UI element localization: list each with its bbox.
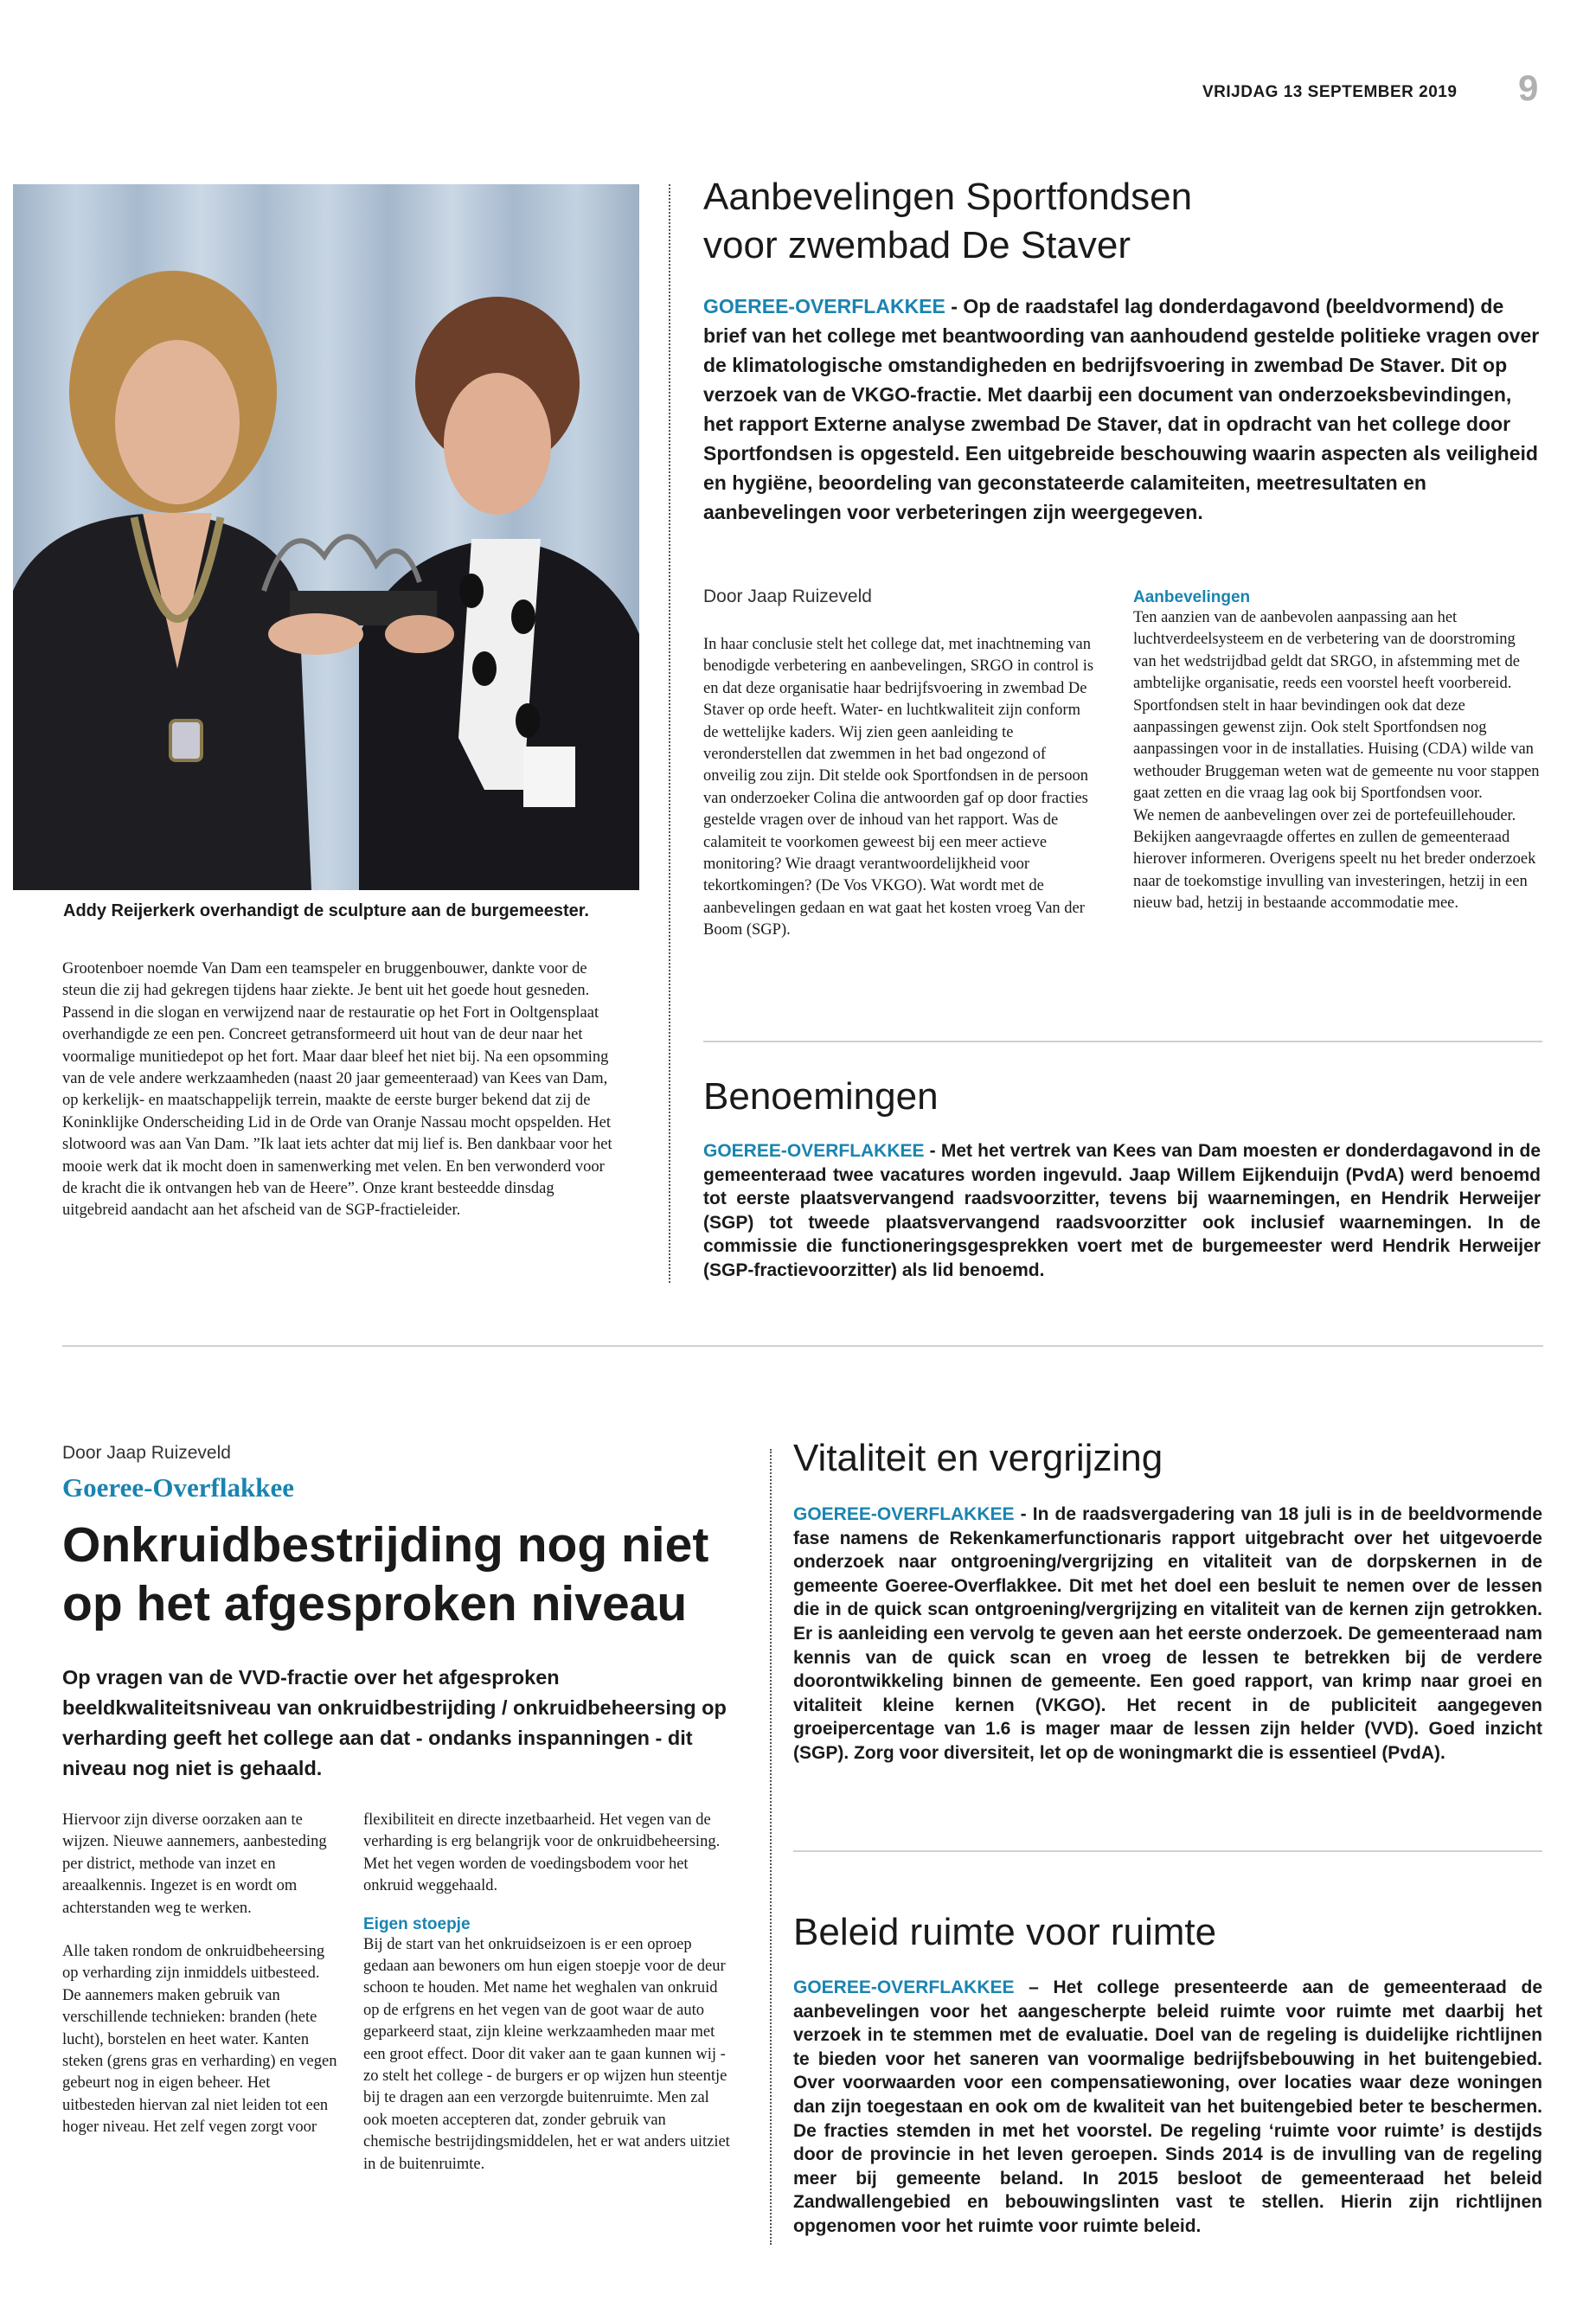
issue-date: VRIJDAG 13 SEPTEMBER 2019	[1202, 83, 1458, 101]
vitaliteit-title: Vitaliteit en vergrijzing	[793, 1437, 1163, 1479]
divider-right	[793, 1850, 1542, 1852]
benoemingen-title: Benoemingen	[703, 1075, 939, 1118]
photo-caption: Addy Reijerkerk overhandigt de sculpture aan de burgemeester.	[63, 901, 589, 920]
onkruid-col1	[62, 1810, 339, 2139]
column-divider	[669, 184, 670, 1283]
section-divider	[62, 1345, 1543, 1347]
onkruid-region: Goeree-Overflakkee	[62, 1472, 294, 1503]
beleid-title: Beleid ruimte voor ruimte	[793, 1911, 1217, 1953]
beleid-body: – Het college presenteerde aan de gemeenteraad de aanbevelingen voor het aangescherpte beleid ruimte voor ruimte met daarbij het verzoek in te stemmen met de evaluatie. Doel van de regeling is duidelijke richtlijnen te bieden voor het saneren van voormalige bedrijfsbebouwing in het buitengebied. Over voorwaarden voor een compensatiewoning, over locaties waar deze woningen dan zijn toegestaan en ook om de kwaliteit van het buitengebied beter te beschermen. De fracties stemden in met het voorstel. De regeling ‘ruimte voor ruimte’ is destijds door de provincie in het leven geroepen. Sinds 2014 is de invulling van de regeling meer bij gemeente beland. In 2015 besloot de gemeenteraad het beleid Zandwallengebied en bebouwingslinten vast te stellen. Hierin zijn richtlijnen opgenomen voor het ruimte voor ruimte beleid.	[793, 1977, 1542, 2236]
onkruid-col1-p1: Hiervoor zijn diverse oorzaken aan te wijzen. Nieuwe aannemers, aanbesteding per district, methode van inzet en areaalkennis. Ingezet is en wordt om achterstanden weg te werken.	[62, 1811, 327, 1917]
sportfondsen-col2-p2: We nemen de aanbevelingen over zei de portefeuillehouder. Bekijken aangevraagde offertes en zullen de gemeenteraad hierover informeren. Overigens speelt nu het breder onderzoek naar de toekomstige invulling van investeringen, hetzij in een nieuw bad, hetzij in bestaande accommodatie mee.	[1133, 806, 1536, 913]
onkruid-col1-p2: Alle taken rondom de onkruidbeheersing op verharding zijn inmiddels uitbesteed. De aannemers maken gebruik van verschillende technieken: branden (hete lucht), borstelen en heet water. Kanten steken (grens gras en verharding) en vegen gebeurt nog in eigen beheer. Het uitbesteden hiervan zal niet leiden tot een hoger niveau. Het zelf vegen zorgt voor	[62, 1943, 337, 2137]
sportfondsen-title-line1: Aanbevelingen Sportfondsen	[703, 176, 1193, 218]
beleid-text	[793, 1976, 1542, 2239]
vitaliteit-text	[793, 1503, 1542, 1766]
vitaliteit-body: - In de raadsvergadering van 18 juli is in de beeldvormende fase namens de Rekenkamerfunctionaris rapport uitgebracht over het uitgevoerde onderzoek naar ontgroening/vergrijzing en vitaliteit van de dorpskernen in de gemeente Goeree-Overflakkee. Dit met het doel een besluit te nemen over de lessen die in de quick scan ontgroening/vergrijzing en vitaliteit van de kernen zijn getrokken. Er is aanleiding een vervolg te geven aan het eerste onderzoek. De gemeenteraad nam kennis van de quick scan en vroeg de lessen te betrekken bij de verdere doorontwikkeling binnen de gemeente. Een goed rapport, van krimp naar groei en vitaliteit kleine kernen (VKGO). Het recent in de publiciteit aangegeven groeipercentage van 1.6 is mager maar de lessen zijn helder (VVD). Goed inzicht (SGP). Zorg voor diversiteit, let op de woningmarkt die is essentieel (PvdA).	[793, 1504, 1542, 1763]
benoemingen-body: - Met het vertrek van Kees van Dam moesten er donderdagavond in de gemeenteraad twee vacatures worden ingevuld. Jaap Willem Eijkenduijn (PvdA) werd benoemd tot eerste plaatsvervangend raadsvoorzitter, tevens bij waarnemingen, en Hendrik Herweijer (SGP) tot tweede plaatsvervangend raadsvoorzitter ook inclusief waarnemingen. In de commissie die functioneringsgesprekken voert met de burgemeester werd Hendrik Herweijer (SGP-fractievoorzitter) als lid benoemd.	[703, 1141, 1541, 1280]
sportfondsen-title-line2: voor zwembad De Staver	[703, 224, 1131, 266]
ceremony-photo	[13, 184, 639, 890]
sportfondsen-lead	[703, 292, 1541, 527]
sportfondsen-kicker: GOEREE-OVERFLAKKEE	[703, 295, 945, 317]
vitaliteit-kicker: GOEREE-OVERFLAKKEE	[793, 1504, 1015, 1524]
sportfondsen-col1: In haar conclusie stelt het college dat, met inachtneming van benodigde verbetering en aanbevelingen, SRGO in control is en dat deze organisatie haar bedrijfsvoering in zwembad De Staver op orde heeft. Water- en luchtkwaliteit zijn conform de wettelijke kaders. Wij zien geen aanleiding te veronderstellen dat zwemmen in het bad ongezond of onveilig zou zijn. Dit stelde ook Sportfondsen in de persoon van onderzoeker Colina die antwoorden gaf op door fracties gestelde vragen over de inhoud van het rapport. Was de calamiteit te voorkomen geweest bij een meer actieve monitoring? Wie draagt verantwoordelijkheid voor tekortkomingen? (De Vos VKGO). Wat wordt met de aanbevelingen gedaan en wat gaat het kosten vroeg Van der Boom (SGP).	[703, 636, 1094, 939]
onkruid-title-line2: op het afgesproken niveau	[62, 1576, 688, 1631]
onkruid-byline: Door Jaap Ruizeveld	[62, 1443, 231, 1463]
onkruid-col2-p2: Bij de start van het onkruidseizoen is er een oproep gedaan aan bewoners om hun eigen stoepje voor de deur schoon te houden. Met name het weghalen van onkruid op de erfgrens en het vegen van de goot waar de auto geparkeerd staat, zijn kleine werkzaamheden maar met een groot effect. Door dit vaker aan te gaan kunnen wij - zo stelt het college - de burgers er op wijzen hun steentje bij te dragen aan een verzorgde buitenruimte. Men zal ook moeten accepteren dat, zonder gebruik van chemische bestrijdingsmiddelen, het er wat anders uitziet in de buitenruimte.	[363, 1935, 730, 2173]
benoemingen-text	[703, 1139, 1541, 1282]
onkruid-title	[62, 1516, 754, 1633]
column-divider-bottom	[770, 1449, 772, 2245]
benoemingen-kicker: GOEREE-OVERFLAKKEE	[703, 1141, 925, 1161]
onkruid-subhead: Eigen stoepje	[363, 1914, 471, 1933]
onkruid-lead: Op vragen van de VVD-fractie over het afgesproken beeldkwaliteitsniveau van onkruidbestrijding / onkruidbeheersing op verharding geeft het college aan dat - ondanks inspanningen - dit niveau nog niet is gehaald.	[62, 1666, 727, 1779]
onkruid-title-line1: Onkruidbestrijding nog niet	[62, 1517, 709, 1573]
sportfondsen-lead-text: - Op de raadstafel lag donderdagavond (beeldvormend) de brief van het college met beantwoording van aanhoudend gestelde politieke vragen over de klimatologische omstandigheden en bedrijfsvoering in zwembad De Staver. Dit op verzoek van de VKGO-fractie. Met daarbij een document van onderzoeksbevindingen, het rapport Externe analyse zwembad De Staver, dat in opdracht van het college door Sportfondsen is opgesteld. Een uitgebreide beschouwing waarin aspecten als veiligheid en hygiëne, beoordeling van geconstateerde calamiteiten, meetresultaten en aanbevelingen voor verbeteringen zijn weergegeven.	[703, 295, 1540, 523]
onkruid-col2-p1: flexibiliteit en directe inzetbaarheid. Het vegen van de verharding is erg belangrijk voor de onkruidbeheersing. Met het vegen worden de voedingsbodem voor het onkruid weggehaald.	[363, 1811, 721, 1895]
divider	[703, 1041, 1542, 1042]
article-left-body: Grootenboer noemde Van Dam een teamspeler en bruggenbouwer, dankte voor de steun die zij had gekregen tijdens haar ziekte. Je bent uit het goede hout gesneden. Passend in die slogan en verwijzend naar de restauratie op het Fort in Ooltgensplaat overhandigde ze een pen. Concreet getransformeerd uit hout van de deur naar het voormalige munitiedepot op het fort. Maar daar bleef het niet bij. Na een opsomming van de vele andere werkzaamheden (naast 20 jaar gemeenteraad) van Kees van Dam, op kerkelijk- en maatschappelijk terrein, maakte de eerste burger bekend dat zij de Koninklijke Onderscheiding Lid in de Orde van Oranje Nassau mocht opspelden. Het slotwoord was aan Van Dam. ”Ik laat iets achter dat mij lief is. Ben dankbaar voor het mooie werk dat ik mocht doen in samenwerking met velen. En ben verwonderd voor de kracht die ik ontvangen heb van de Heere”. Onze krant besteedde dinsdag uitgebreid aandacht aan het afscheid van de SGP-fractieleider.	[62, 960, 612, 1220]
sportfondsen-byline: Door Jaap Ruizeveld	[703, 586, 872, 606]
page-number: 9	[1518, 67, 1539, 108]
beleid-kicker: GOEREE-OVERFLAKKEE	[793, 1977, 1015, 1997]
sportfondsen-title	[703, 173, 1568, 270]
sportfondsen-subhead: Aanbevelingen	[1133, 588, 1251, 606]
sportfondsen-col2	[1133, 588, 1540, 915]
sportfondsen-col2-p1: Ten aanzien van de aanbevolen aanpassing aan het luchtverdeelsysteem en de verbetering van de doorstroming van het wedstrijdbad geldt dat SRGO, in afstemming met de ambtelijke organisatie, reeds een voorstel heeft voorbereid. Sportfondsen stelt in haar bevindingen ook dat deze aanpassingen gewenst zijn. Ook stelt Sportfondsen nog aanpassingen voor in de installaties. Huising (CDA) wilde van wethouder Bruggeman weten wat de gemeente nu voor stappen gaat zetten en die vraag lag ook bij Sportfondsen voor.	[1133, 609, 1540, 803]
onkruid-col2	[363, 1810, 735, 2176]
